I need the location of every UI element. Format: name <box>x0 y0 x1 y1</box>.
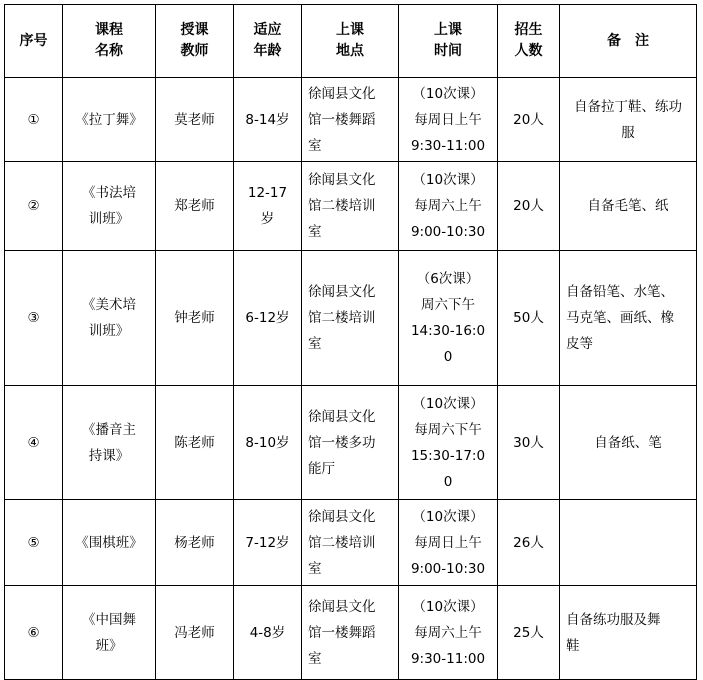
cell-course: 《中国舞 班》 <box>63 586 156 680</box>
cell-teacher: 陈老师 <box>156 386 234 500</box>
cell-course: 《播音主 持课》 <box>63 386 156 500</box>
cell-time: （10次课） 每周日上午 9:30-11:00 <box>399 78 498 162</box>
cell-teacher: 郑老师 <box>156 162 234 251</box>
cell-time: （10次课） 每周日上午 9:00-10:30 <box>399 500 498 586</box>
table-row <box>5 586 697 680</box>
cell-time: （10次课） 每周六上午 9:30-11:00 <box>399 586 498 680</box>
cell-time: （6次课） 周六下午 14:30-16:0 0 <box>399 251 498 386</box>
cell-time: （10次课） 每周六下午 15:30-17:0 0 <box>399 386 498 500</box>
header-note: 备 注 <box>560 5 697 78</box>
cell-course: 《围棋班》 <box>63 500 156 586</box>
cell-no: ① <box>5 78 63 162</box>
header-course: 课程 名称 <box>63 5 156 78</box>
cell-teacher: 钟老师 <box>156 251 234 386</box>
cell-quota: 25人 <box>498 586 560 680</box>
cell-note <box>560 500 697 586</box>
cell-teacher: 杨老师 <box>156 500 234 586</box>
cell-course: 《美术培 训班》 <box>63 251 156 386</box>
cell-teacher: 冯老师 <box>156 586 234 680</box>
cell-no: ④ <box>5 386 63 500</box>
cell-course: 《书法培 训班》 <box>63 162 156 251</box>
cell-note: 自备铅笔、水笔、 马克笔、画纸、橡 皮等 <box>560 251 697 386</box>
cell-location: 徐闻县文化 馆二楼培训 室 <box>302 500 399 586</box>
cell-no: ③ <box>5 251 63 386</box>
cell-location: 徐闻县文化 馆一楼舞蹈 室 <box>302 586 399 680</box>
header-quota: 招生 人数 <box>498 5 560 78</box>
cell-note: 自备毛笔、纸 <box>560 162 697 251</box>
header-no: 序号 <box>5 5 63 78</box>
table-row <box>5 78 697 162</box>
cell-age: 8-14岁 <box>234 78 302 162</box>
cell-note: 自备纸、笔 <box>560 386 697 500</box>
cell-age: 4-8岁 <box>234 586 302 680</box>
cell-age: 8-10岁 <box>234 386 302 500</box>
cell-quota: 30人 <box>498 386 560 500</box>
cell-no: ⑥ <box>5 586 63 680</box>
cell-note: 自备拉丁鞋、练功 服 <box>560 78 697 162</box>
cell-quota: 50人 <box>498 251 560 386</box>
cell-no: ② <box>5 162 63 251</box>
cell-course: 《拉丁舞》 <box>63 78 156 162</box>
cell-age: 7-12岁 <box>234 500 302 586</box>
cell-quota: 26人 <box>498 500 560 586</box>
header-location: 上课 地点 <box>302 5 399 78</box>
cell-location: 徐闻县文化 馆二楼培训 室 <box>302 251 399 386</box>
header-row <box>5 5 697 78</box>
cell-location: 徐闻县文化 馆二楼培训 室 <box>302 162 399 251</box>
table-row <box>5 162 697 251</box>
table-row <box>5 251 697 386</box>
header-age: 适应 年龄 <box>234 5 302 78</box>
course-schedule-table <box>4 4 697 680</box>
cell-teacher: 莫老师 <box>156 78 234 162</box>
cell-quota: 20人 <box>498 162 560 251</box>
table-row <box>5 386 697 500</box>
cell-age: 6-12岁 <box>234 251 302 386</box>
header-teacher: 授课 教师 <box>156 5 234 78</box>
header-time: 上课 时间 <box>399 5 498 78</box>
cell-no: ⑤ <box>5 500 63 586</box>
cell-time: （10次课） 每周六上午 9:00-10:30 <box>399 162 498 251</box>
cell-location: 徐闻县文化 馆一楼多功 能厅 <box>302 386 399 500</box>
cell-age: 12-17 岁 <box>234 162 302 251</box>
cell-location: 徐闻县文化 馆一楼舞蹈 室 <box>302 78 399 162</box>
table-row <box>5 500 697 586</box>
cell-quota: 20人 <box>498 78 560 162</box>
cell-note: 自备练功服及舞 鞋 <box>560 586 697 680</box>
